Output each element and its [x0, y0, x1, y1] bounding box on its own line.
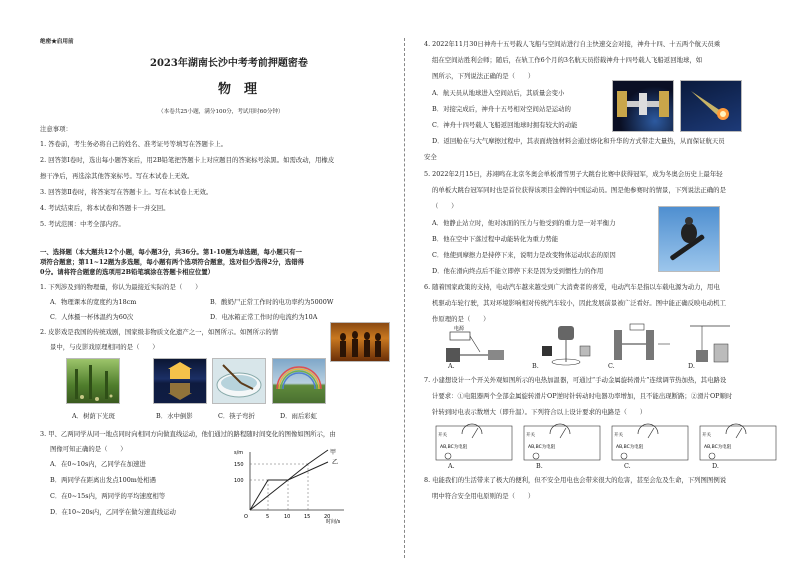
- section1-heading: 一、选择题（本大题共12个小题，每小题3分，共36分。第1-10题为单选题，每小题只有一: [40, 248, 302, 256]
- exam-info: （本卷共25小题，满分100分，考试用时60分钟）: [158, 109, 284, 115]
- y-axis-label: s/m: [234, 450, 244, 456]
- q4-stem: 图所示，下列说法正确的是（ ）: [432, 72, 535, 80]
- q6-option-b: B.: [532, 362, 539, 370]
- q4-option-b: B．对接完成后，神舟十五号相对空间站是运动的: [432, 105, 571, 113]
- shadow-puppet-photo: [330, 322, 390, 362]
- x-tick-label: 20: [324, 514, 331, 520]
- q4-option-c: C．神舟十四号载人飞船返回地球时拥有较大的动能: [432, 121, 578, 129]
- resistor-label: AB,BC为电阻: [440, 445, 468, 450]
- q7-circuit-a: [432, 420, 516, 464]
- switch-label: 开关: [614, 433, 623, 438]
- q7-circuit-d: [696, 420, 780, 464]
- q3-stem: 图像可知正确的是（ ）: [50, 445, 127, 453]
- note-item: 4. 考试结束后，将本试卷和答题卡一并交回。: [40, 204, 170, 212]
- snowboarder-photo: [658, 206, 720, 272]
- q6-stem: 机驱动车轮行驶，其对环境影响相对传统汽车较小，因此发展前景被广泛看好。图中能正确反映电动机工: [432, 299, 726, 307]
- resistor-label: AB,BC为电阻: [528, 445, 556, 450]
- q6-option-c: C.: [608, 362, 615, 370]
- q2-option-a: A．树荫下光斑: [72, 412, 115, 420]
- q5-option-d: D．他在滑向终点后不能立即停下来是因为受到惯性力的作用: [432, 267, 604, 275]
- note-item: 5. 考试范围：中考全部内容。: [40, 220, 125, 228]
- q1-option-b: B．酸奶尸正常工作时的电功率约为5000W: [210, 298, 334, 306]
- q3-option-c: C．在0~15s内，两同学的平均速度相等: [50, 492, 166, 500]
- note-item: 2. 回答第Ⅰ卷时，选出每小题答案后，用2B铅笔把答题卡上对应题目的答案标号涂黑。如需改动，用橡皮: [40, 156, 335, 164]
- q4-option-d: 安全: [424, 153, 437, 161]
- q2-stem: 景中，与皮影戏原理相同的是（ ）: [50, 343, 159, 351]
- notes-heading: 注意事项：: [40, 125, 72, 133]
- chopsticks-bowl-photo: [212, 358, 266, 404]
- q3-option-b: B．两同学在距离出发点100m处相遇: [50, 476, 157, 484]
- x-axis-label: 时间/s: [326, 519, 341, 524]
- q3-option-d: D．在10~20s内，乙同学在做匀速直线运动: [50, 508, 176, 516]
- y-tick-label: 100: [234, 478, 244, 484]
- origin-label: O: [244, 514, 248, 520]
- q7-stem: 针转到时电表示数增大（即升温）。下列符合以上设计要求的电路是（ ）: [432, 408, 647, 416]
- section1-heading: 项符合题意；第11~12题为多选题，每小题有两个选项符合题意，选对但少选得2分，选错得: [40, 258, 305, 266]
- q7-option-b: B.: [536, 462, 543, 470]
- q2-option-c: C．筷子弯折: [218, 412, 255, 420]
- q4-stem: 组在空间站胜利会师；随后，在轨工作6个月的3名航天员搭载神舟十四号载人飞船返回地球，如: [432, 56, 703, 64]
- resistor-label: AB,BC为电阻: [616, 445, 644, 450]
- space-station-photo: [612, 80, 674, 132]
- q2-option-d: D．雨后彩虹: [280, 412, 318, 420]
- q5-stem: 5. 2022年2月15日，苏翊鸣在北京冬奥会单板滑雪男子大跳台比赛中获得冠军，成为冬奥会历史上最年轻: [424, 170, 723, 178]
- q8-stem: 明中符合安全用电原则的是（ ）: [432, 492, 535, 500]
- q1-option-c: C．人体摄一杯体温约为60次: [50, 313, 134, 321]
- tree-shadow-photo: [66, 358, 120, 404]
- power-source-label: 电源: [454, 326, 465, 332]
- q6-option-d: D.: [688, 362, 695, 370]
- q7-stem: 计要求：①电阻器两个全部金属旋转滑片OP逆时针转动时电器功率增加，且不能出现断路；②滑片OP顺时: [432, 392, 733, 400]
- q1-option-d: D．电冰箱正常工作时的电流约为10A: [210, 313, 318, 321]
- q7-option-a: A.: [448, 462, 455, 470]
- note-item: 3. 回答第Ⅱ卷时，将答案写在答题卡上。写在本试卷上无效。: [40, 188, 213, 196]
- confidential-mark: 绝密★启用前: [40, 39, 74, 45]
- q7-circuit-b: [520, 420, 604, 464]
- q1-option-a: A．物理课本的宽度约为18cm: [50, 298, 137, 306]
- y-tick-label: 150: [234, 462, 244, 468]
- q7-circuit-c: [608, 420, 692, 464]
- q2-stem: 2. 皮影戏是我国的传统戏剧，国家级非物质文化遗产之一，如图所示。如图所示的情: [40, 328, 279, 336]
- capsule-reentry-photo: [680, 80, 742, 132]
- q7-option-c: C.: [624, 462, 631, 470]
- q5-option-b: B．他在空中下落过程中动能转化为重力势能: [432, 235, 559, 243]
- q2-option-b: B．水中倒影: [156, 412, 193, 420]
- q4-option-a: A．航天员从地球进入空间站后，其质量会变小: [432, 89, 565, 97]
- q3-option-a: A．在0~10s内，乙同学在加速进: [50, 460, 146, 468]
- q5-option-a: A．他静止站立时，他对冰面的压力与他受到的重力是一对平衡力: [432, 219, 616, 227]
- subject-title: 物 理: [218, 82, 258, 97]
- note-item: 1. 答卷前，考生务必将自己的姓名、准考证号等填写在答题卡上。: [40, 140, 228, 148]
- q4-stem: 4. 2022年11月30日神舟十五号载人飞船与空间站进行自主快速交会对接，神舟十四、十五两个航天员乘: [424, 40, 721, 48]
- q3-stem: 3. 甲、乙两同学从同一地点同时向相同方向做直线运动，他们通过的路程随时间变化的图像如图所示，由: [40, 430, 336, 438]
- section1-heading: 0分。请将符合题意的选项用2B铅笔填涂在答题卡相应位置）: [40, 268, 215, 276]
- switch-label: 开关: [526, 433, 535, 438]
- water-reflection-photo: [153, 358, 207, 404]
- q6-stem: 作原理的是（ ）: [432, 315, 490, 323]
- yi-line: [250, 462, 328, 510]
- switch-label: 开关: [438, 433, 447, 438]
- q5-stem: （ ）: [432, 202, 458, 210]
- jia-label: 甲: [330, 449, 337, 456]
- rainbow-photo: [272, 358, 326, 404]
- q6-stem: 6. 随着国家政策的支持，电动汽车越来越受到广大消费者的喜爱，电动汽车是指以车载电源为动力，用电: [424, 283, 720, 291]
- q5-option-c: C．他使到摩擦力是持停下来，说明力是改变物体运动状态的原因: [432, 251, 616, 259]
- q1-stem: 1. 下列涉及到的物理量，你认为最接近实际的是（ ）: [40, 283, 202, 291]
- q6-option-a: A.: [448, 362, 455, 370]
- switch-label: 开关: [702, 433, 711, 438]
- x-tick-label: 15: [304, 514, 311, 520]
- q3-distance-time-graph: [232, 448, 350, 524]
- q8-stem: 8. 电能我们的生活带来了极大的便利，但不安全用电也会带来很大的危害，甚至会危及生命，下列图图例说: [424, 476, 727, 484]
- column-divider: [404, 38, 405, 558]
- q7-stem: 7. 小建想设计一个开关外观如图所示的电热加温器，可通过“手动金属旋转滑片”连续调节热加热，其电路设: [424, 376, 727, 384]
- q7-option-d: D.: [712, 462, 719, 470]
- resistor-label: AB,BC为电阻: [704, 445, 732, 450]
- page-title: 2023年湖南长沙中考考前押题密卷: [150, 58, 308, 69]
- q6-figure-b: [528, 322, 604, 368]
- x-tick-label: 10: [284, 514, 291, 520]
- x-tick-label: 5: [266, 514, 270, 520]
- note-item: 擦干净后，再选涂其他答案标号。写在本试卷上无效。: [40, 172, 194, 180]
- yi-label: 乙: [332, 459, 339, 466]
- q4-option-d: D．返回舱在与大气摩擦过程中，其表面烧蚀材料会通过熔化和升华的方式带走大量热，从而保证航天员: [432, 137, 725, 145]
- q5-stem: 的单板大跳台冠军同时也是首位获得该项目金牌的中国运动员。图是他参赛时的情景，下列说法正确的是: [432, 186, 726, 194]
